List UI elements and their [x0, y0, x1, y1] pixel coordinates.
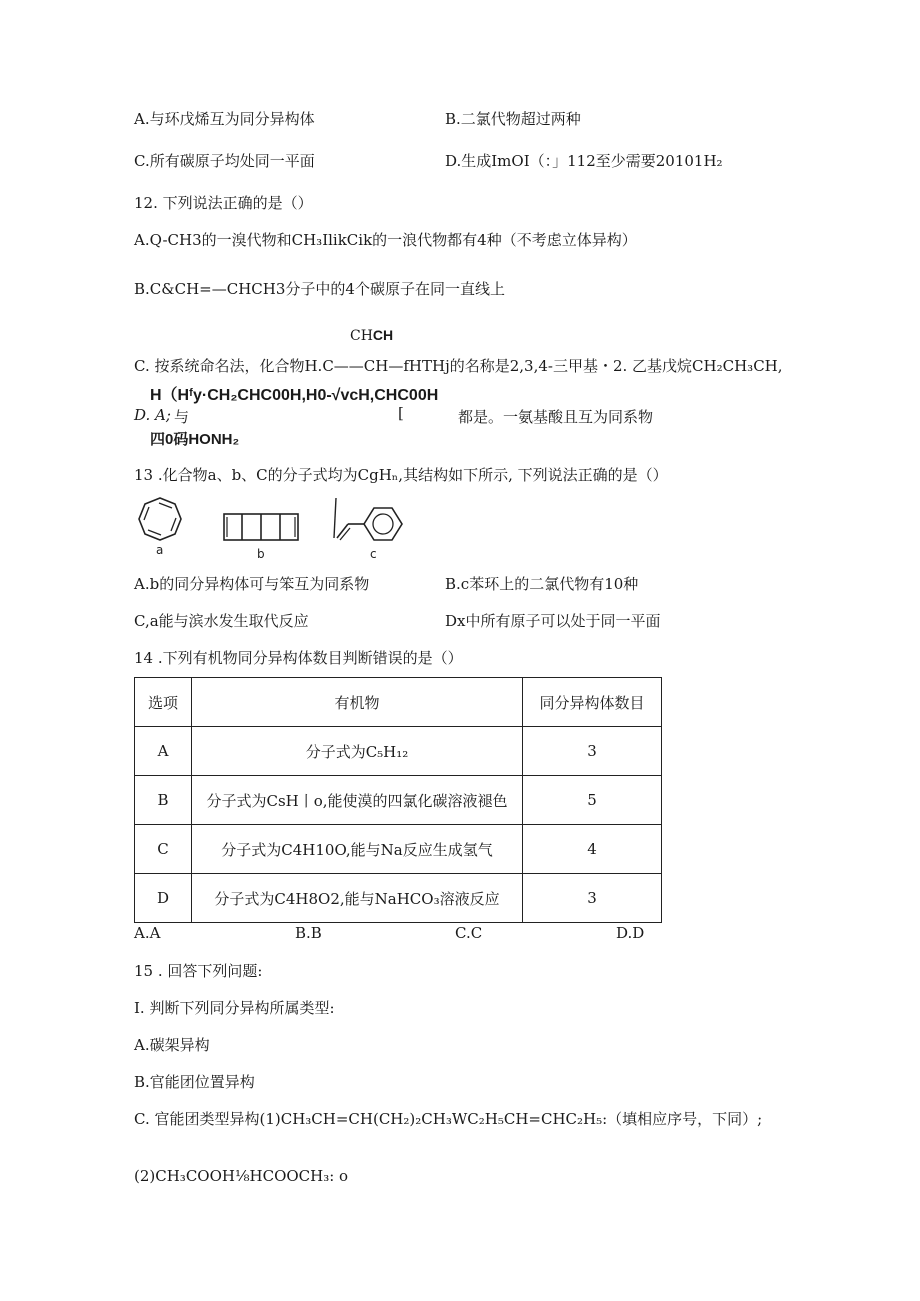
table-header-count: 同分异构体数目	[523, 678, 662, 727]
table-cell-desc: 分子式为CsH丨o,能使漠的四氯化碳溶液褪色	[192, 776, 523, 825]
q12-c-top-plain: CH	[350, 328, 373, 344]
q12-c-top-label	[350, 327, 393, 344]
table-row	[135, 776, 662, 825]
q12-option-d-row	[134, 406, 171, 424]
table-header-row	[135, 678, 662, 727]
q12-d-mid1: 与	[174, 408, 190, 426]
table-cell-desc: 分子式为C₅H₁₂	[192, 727, 523, 776]
q12-d-top-formula: H（Hᶠy·CH₂CHC00H,H0-√vcH,CHC00H	[150, 387, 439, 404]
structure-c	[330, 494, 420, 562]
table-cell-count: 3	[523, 727, 662, 776]
table-cell-desc: 分子式为C4H10O,能与Na反应生成氢气	[192, 825, 523, 874]
q15-type-b: B.官能团位置异构	[134, 1073, 255, 1091]
q12-option-c: C. 按系统命名法，化合物H.C——CH—fHTHj的名称是2,3,4-三甲基・2. 乙基戊烷CH₂CH₃CH,	[134, 357, 783, 375]
q13-option-b: B.c苯环上的二氯代物有10种	[445, 575, 639, 593]
q12-d-mid2: [	[398, 404, 404, 422]
styrene-diagram	[330, 494, 420, 562]
q14-answer-a: A.A	[134, 924, 161, 942]
q12-option-b: B.C&CH=—CHCH3分子中的4个碳原子在同一直线上	[134, 280, 505, 298]
cubane-like-diagram	[216, 500, 306, 562]
q12-d-label: D. A;	[134, 406, 171, 424]
q12-d-bottom-formula: 四0码HONH₂	[150, 431, 240, 448]
structure-a	[130, 494, 190, 558]
q12-c-top-bold: CH	[372, 327, 394, 343]
q15-type-a: A.碳架异构	[134, 1036, 210, 1054]
option-c: C.所有碳原子均处同一平面	[134, 152, 315, 170]
table-cell-count: 4	[523, 825, 662, 874]
q13-option-c: C,a能与滨水发生取代反应	[134, 612, 309, 630]
q14-answer-c: C.C	[455, 924, 483, 942]
table-cell-option: D	[135, 874, 192, 923]
q15-stem: 15 . 回答下列问题:	[134, 962, 263, 980]
q14-table	[134, 677, 662, 923]
q14-answer-d: D.D	[616, 924, 645, 942]
table-cell-option: C	[135, 825, 192, 874]
q12-option-a: A.Q-CH3的一溴代物和CH₃IlikCik的一浪代物都有4种（不考虑立体异构）	[134, 231, 637, 249]
q13-option-a: A.b的同分异构体可与笨互为同系物	[134, 575, 370, 593]
structure-a-label: a	[156, 543, 164, 557]
structure-b-label: b	[257, 547, 265, 561]
table-cell-count: 3	[523, 874, 662, 923]
table-header-option: 选项	[135, 678, 192, 727]
q14-answer-b: B.B	[295, 924, 322, 942]
q13-stem: 13 .化合物a、b、C的分子式均为CgHₙ,其结构如下所示, 下列说法正确的是（）	[134, 466, 668, 484]
option-a: A.与环戊烯互为同分异构体	[134, 110, 315, 128]
cyclooctatetraene-diagram	[130, 494, 190, 558]
table-row	[135, 874, 662, 923]
structure-c-label: c	[370, 547, 377, 561]
q14-stem: 14 .下列有机物同分异构体数目判断错误的是（）	[134, 649, 463, 667]
table-row	[135, 727, 662, 776]
q12-stem: 12. 下列说法正确的是（）	[134, 194, 313, 212]
q15-item2: (2)CH₃COOH⅛HCOOCH₃: o	[134, 1167, 349, 1185]
q12-d-text: 都是。一氨基酸且互为同系物	[458, 408, 654, 426]
table-cell-option: A	[135, 727, 192, 776]
structure-b	[216, 500, 306, 562]
table-cell-count: 5	[523, 776, 662, 825]
table-cell-desc: 分子式为C4H8O2,能与NaHCO₃溶液反应	[192, 874, 523, 923]
table-cell-option: B	[135, 776, 192, 825]
option-d: D.生成ImOI（：」112至少需要20101H₂	[445, 152, 723, 170]
table-row	[135, 825, 662, 874]
table-header-compound: 有机物	[192, 678, 523, 727]
q15-part1: I. 判断下列同分异构所属类型:	[134, 999, 335, 1017]
q15-type-c-item1: C. 官能团类型异构(1)CH₃CH=CH(CH₂)₂CH₃WC₂H₅CH=CHC₂H₅:（填相应序号，下同）;	[134, 1110, 763, 1128]
q13-option-d: Dx中所有原子可以处于同一平面	[445, 612, 661, 630]
option-b: B.二氯代物超过两种	[445, 110, 581, 128]
